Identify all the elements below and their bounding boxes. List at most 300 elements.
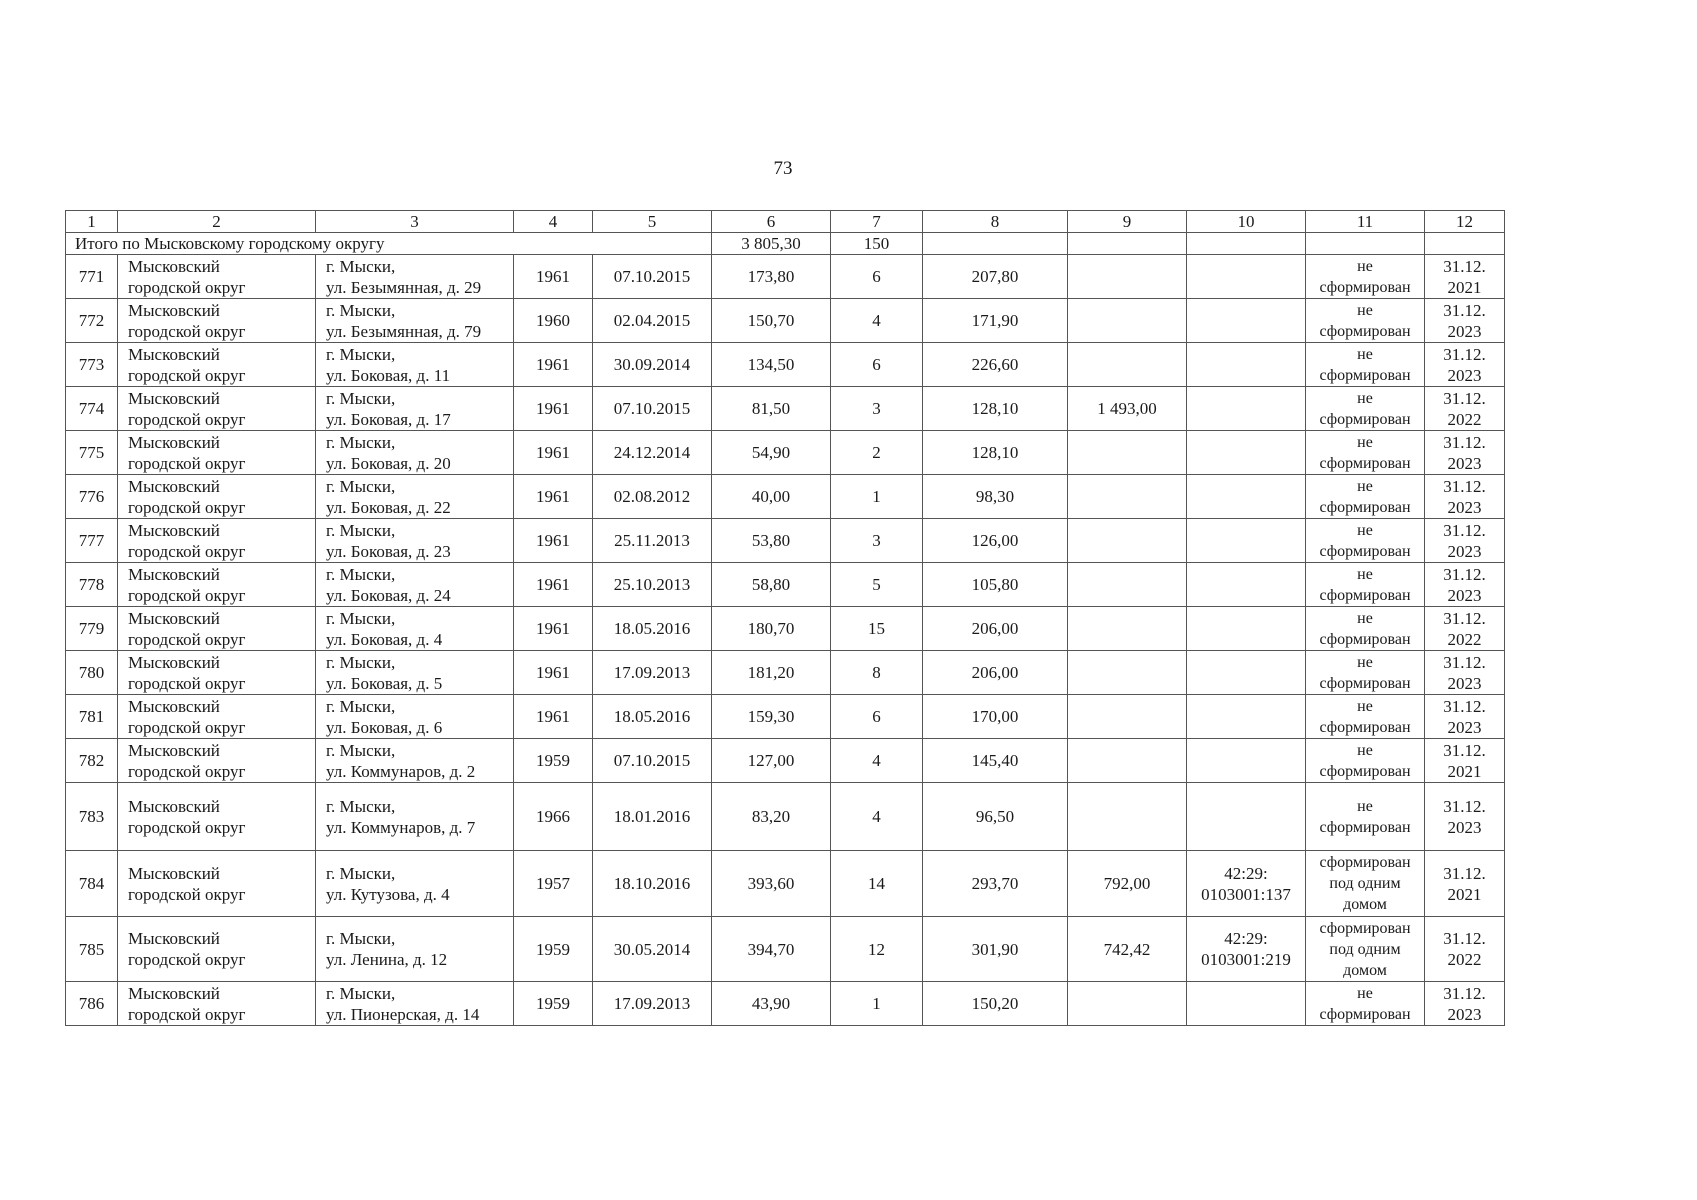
address-cell <box>316 783 514 851</box>
residents-cell: 15 <box>831 607 923 651</box>
column-8-cell: 301,90 <box>923 917 1068 982</box>
date-cell: 07.10.2015 <box>593 255 712 299</box>
residents-cell: 12 <box>831 917 923 982</box>
cell-line: г. Мыски, <box>326 696 396 716</box>
cell-line: ул. Боковая, д. 11 <box>326 365 451 385</box>
cell-line: городской округ <box>128 950 246 969</box>
address-cell <box>316 519 514 563</box>
cell-line: Мысковский <box>128 863 220 883</box>
total-label: Итого по Мысковскому городскому округу <box>66 233 712 255</box>
total-area: 3 805,30 <box>712 233 831 255</box>
cell-line: 42:29: <box>1224 863 1268 883</box>
cadastral-number-cell <box>1187 519 1306 563</box>
area-cell: 54,90 <box>712 431 831 475</box>
column-8-cell: 293,70 <box>923 851 1068 917</box>
column-8-cell: 206,00 <box>923 651 1068 695</box>
column-8-cell: 150,20 <box>923 982 1068 1026</box>
column-9-cell <box>1068 343 1187 387</box>
cell-line: сформирован <box>1319 410 1411 428</box>
deadline-cell <box>1425 851 1505 917</box>
cell-line: сформирован <box>1319 818 1411 836</box>
date-cell: 18.01.2016 <box>593 783 712 851</box>
date-cell: 18.10.2016 <box>593 851 712 917</box>
column-number: 11 <box>1306 211 1425 233</box>
residents-cell: 4 <box>831 299 923 343</box>
area-cell: 127,00 <box>712 739 831 783</box>
land-status-cell <box>1306 651 1425 695</box>
date-cell: 07.10.2015 <box>593 739 712 783</box>
cell-line: Мысковский <box>128 608 220 628</box>
residents-cell: 4 <box>831 783 923 851</box>
cell-line: сформирован <box>1319 322 1411 340</box>
year-cell: 1961 <box>514 255 593 299</box>
row-number-cell: 785 <box>66 917 118 982</box>
column-8-cell: 226,60 <box>923 343 1068 387</box>
deadline-cell <box>1425 387 1505 431</box>
municipality-cell <box>118 982 316 1026</box>
cell-line: 2023 <box>1447 717 1482 737</box>
cell-line: 2023 <box>1447 321 1482 341</box>
area-cell: 83,20 <box>712 783 831 851</box>
year-cell: 1961 <box>514 519 593 563</box>
year-cell: 1959 <box>514 982 593 1026</box>
cell-line: не <box>1357 697 1373 715</box>
cell-line: не <box>1357 653 1373 671</box>
table-row <box>66 255 1505 299</box>
page-number: 73 <box>773 158 793 179</box>
cell-line: 31.12. <box>1443 564 1486 584</box>
cell-line: 2023 <box>1447 585 1482 605</box>
cell-line: ул. Боковая, д. 22 <box>326 497 451 517</box>
municipality-cell <box>118 387 316 431</box>
cell-line: сформирован <box>1319 542 1411 560</box>
cell-line: Мысковский <box>128 929 220 948</box>
column-9-cell <box>1068 739 1187 783</box>
land-status-cell <box>1306 917 1425 982</box>
row-number-cell: 771 <box>66 255 118 299</box>
table-row <box>66 519 1505 563</box>
residents-cell: 8 <box>831 651 923 695</box>
cell-line: городской округ <box>128 453 246 473</box>
address-cell <box>316 343 514 387</box>
deadline-cell <box>1425 475 1505 519</box>
cell-line: сформирован <box>1319 586 1411 604</box>
cell-line: 2023 <box>1447 497 1482 517</box>
cell-line: г. Мыски, <box>326 564 396 584</box>
table-row <box>66 299 1505 343</box>
column-8-cell: 98,30 <box>923 475 1068 519</box>
address-cell <box>316 851 514 917</box>
cell-line: не <box>1357 797 1373 815</box>
area-cell: 150,70 <box>712 299 831 343</box>
cell-line: 31.12. <box>1443 740 1486 760</box>
cell-line: городской округ <box>128 1004 246 1024</box>
cell-line: под одним <box>1329 875 1401 892</box>
land-status-cell <box>1306 431 1425 475</box>
cell-line: 31.12. <box>1443 983 1486 1003</box>
cell-line: не <box>1357 984 1373 1002</box>
column-number: 10 <box>1187 211 1306 233</box>
municipality-cell <box>118 343 316 387</box>
deadline-cell <box>1425 519 1505 563</box>
cadastral-number-cell <box>1187 299 1306 343</box>
cadastral-number-cell <box>1187 917 1306 982</box>
column-8-cell: 96,50 <box>923 783 1068 851</box>
land-status-cell <box>1306 299 1425 343</box>
column-9-cell <box>1068 783 1187 851</box>
cell-line: сформирован <box>1319 854 1411 871</box>
cell-line: не <box>1357 521 1373 539</box>
cell-line: 31.12. <box>1443 796 1486 816</box>
cell-line: городской округ <box>128 761 246 781</box>
municipality-cell <box>118 651 316 695</box>
column-number: 5 <box>593 211 712 233</box>
cell-line: 31.12. <box>1443 929 1486 948</box>
cell-line: 2022 <box>1447 409 1482 429</box>
column-9-cell <box>1068 563 1187 607</box>
column-8-cell: 207,80 <box>923 255 1068 299</box>
row-number-cell: 780 <box>66 651 118 695</box>
land-status-cell <box>1306 851 1425 917</box>
address-cell <box>316 695 514 739</box>
address-cell <box>316 299 514 343</box>
total-empty-cell <box>1187 233 1306 255</box>
cell-line: сформирован <box>1319 630 1411 648</box>
land-status-cell <box>1306 607 1425 651</box>
cell-line: не <box>1357 345 1373 363</box>
area-cell: 173,80 <box>712 255 831 299</box>
cell-line: городской округ <box>128 277 246 297</box>
row-number-cell: 784 <box>66 851 118 917</box>
column-number-row <box>66 211 1505 233</box>
cell-line: городской округ <box>128 817 246 837</box>
cell-line: 31.12. <box>1443 432 1486 452</box>
row-number-cell: 777 <box>66 519 118 563</box>
row-number-cell: 786 <box>66 982 118 1026</box>
cell-line: сформирован <box>1319 454 1411 472</box>
area-cell: 180,70 <box>712 607 831 651</box>
column-number: 7 <box>831 211 923 233</box>
area-cell: 394,70 <box>712 917 831 982</box>
area-cell: 393,60 <box>712 851 831 917</box>
cell-line: не <box>1357 741 1373 759</box>
cell-line: г. Мыски, <box>326 344 396 364</box>
cell-line: городской округ <box>128 409 246 429</box>
land-status-cell <box>1306 475 1425 519</box>
cell-line: ул. Боковая, д. 23 <box>326 541 451 561</box>
column-9-cell <box>1068 519 1187 563</box>
year-cell: 1961 <box>514 651 593 695</box>
column-8-cell: 145,40 <box>923 739 1068 783</box>
cell-line: 31.12. <box>1443 608 1486 628</box>
address-cell <box>316 739 514 783</box>
cell-line: Мысковский <box>128 300 220 320</box>
year-cell: 1961 <box>514 563 593 607</box>
year-cell: 1961 <box>514 431 593 475</box>
table-row <box>66 982 1505 1026</box>
cell-line: г. Мыски, <box>326 388 396 408</box>
cell-line: домом <box>1343 961 1387 979</box>
cell-line: 2023 <box>1447 541 1482 561</box>
cell-line: не <box>1357 433 1373 451</box>
address-cell <box>316 431 514 475</box>
cell-line: 31.12. <box>1443 300 1486 320</box>
table-row <box>66 851 1505 917</box>
year-cell: 1961 <box>514 387 593 431</box>
column-number: 1 <box>66 211 118 233</box>
date-cell: 17.09.2013 <box>593 651 712 695</box>
land-status-cell <box>1306 387 1425 431</box>
cell-line: г. Мыски, <box>326 863 396 883</box>
address-cell <box>316 255 514 299</box>
address-cell <box>316 607 514 651</box>
deadline-cell <box>1425 607 1505 651</box>
municipality-cell <box>118 739 316 783</box>
residents-cell: 6 <box>831 695 923 739</box>
municipality-cell <box>118 475 316 519</box>
municipality-cell <box>118 695 316 739</box>
area-cell: 159,30 <box>712 695 831 739</box>
cell-line: Мысковский <box>128 520 220 540</box>
column-number: 6 <box>712 211 831 233</box>
cell-line: ул. Пионерская, д. 14 <box>326 1004 480 1024</box>
column-9-cell <box>1068 299 1187 343</box>
year-cell: 1957 <box>514 851 593 917</box>
cell-line: сформирован <box>1319 366 1411 384</box>
cadastral-number-cell <box>1187 563 1306 607</box>
date-cell: 24.12.2014 <box>593 431 712 475</box>
area-cell: 58,80 <box>712 563 831 607</box>
municipality-cell <box>118 255 316 299</box>
cadastral-number-cell <box>1187 982 1306 1026</box>
municipality-cell <box>118 519 316 563</box>
cadastral-number-cell <box>1187 387 1306 431</box>
year-cell: 1960 <box>514 299 593 343</box>
cadastral-number-cell <box>1187 851 1306 917</box>
cadastral-number-cell <box>1187 607 1306 651</box>
cell-line: ул. Коммунаров, д. 2 <box>326 761 476 781</box>
cell-line: 0103001:137 <box>1201 884 1291 904</box>
cell-line: 2021 <box>1447 761 1482 781</box>
row-number-cell: 783 <box>66 783 118 851</box>
cell-line: 31.12. <box>1443 696 1486 716</box>
cell-line: городской округ <box>128 497 246 517</box>
table-row <box>66 739 1505 783</box>
land-status-cell <box>1306 519 1425 563</box>
column-number: 3 <box>316 211 514 233</box>
cell-line: городской округ <box>128 673 246 693</box>
cell-line: Мысковский <box>128 983 220 1003</box>
cell-line: 31.12. <box>1443 256 1486 276</box>
cell-line: Мысковский <box>128 432 220 452</box>
column-8-cell: 126,00 <box>923 519 1068 563</box>
address-cell <box>316 651 514 695</box>
deadline-cell <box>1425 651 1505 695</box>
cell-line: Мысковский <box>128 256 220 276</box>
column-8-cell: 206,00 <box>923 607 1068 651</box>
cadastral-number-cell <box>1187 695 1306 739</box>
cell-line: г. Мыски, <box>326 796 396 816</box>
column-8-cell: 128,10 <box>923 387 1068 431</box>
column-9-cell <box>1068 607 1187 651</box>
cell-line: 2023 <box>1447 453 1482 473</box>
table-row <box>66 563 1505 607</box>
deadline-cell <box>1425 739 1505 783</box>
cell-line: ул. Боковая, д. 24 <box>326 585 451 605</box>
land-status-cell <box>1306 343 1425 387</box>
cell-line: ул. Ленина, д. 12 <box>326 950 448 969</box>
land-status-cell <box>1306 695 1425 739</box>
municipality-cell <box>118 851 316 917</box>
date-cell: 02.08.2012 <box>593 475 712 519</box>
column-8-cell: 171,90 <box>923 299 1068 343</box>
column-number: 9 <box>1068 211 1187 233</box>
cell-line: ул. Безымянная, д. 29 <box>326 277 482 297</box>
cell-line: ул. Боковая, д. 17 <box>326 409 451 429</box>
deadline-cell <box>1425 563 1505 607</box>
cell-line: г. Мыски, <box>326 476 396 496</box>
area-cell: 53,80 <box>712 519 831 563</box>
cell-line: Мысковский <box>128 796 220 816</box>
area-cell: 81,50 <box>712 387 831 431</box>
cell-line: городской округ <box>128 585 246 605</box>
column-number: 8 <box>923 211 1068 233</box>
date-cell: 25.10.2013 <box>593 563 712 607</box>
cell-line: не <box>1357 301 1373 319</box>
cell-line: не <box>1357 565 1373 583</box>
cadastral-number-cell <box>1187 475 1306 519</box>
date-cell: 02.04.2015 <box>593 299 712 343</box>
total-empty-cell <box>1068 233 1187 255</box>
cell-line: сформирован <box>1319 278 1411 296</box>
cell-line: г. Мыски, <box>326 929 396 948</box>
municipality-cell <box>118 563 316 607</box>
table-row <box>66 475 1505 519</box>
year-cell: 1961 <box>514 475 593 519</box>
date-cell: 18.05.2016 <box>593 607 712 651</box>
cell-line: ул. Коммунаров, д. 7 <box>326 817 476 837</box>
cell-line: городской округ <box>128 717 246 737</box>
column-9-cell: 792,00 <box>1068 851 1187 917</box>
date-cell: 30.09.2014 <box>593 343 712 387</box>
cell-line: 2023 <box>1447 1004 1482 1024</box>
address-cell <box>316 475 514 519</box>
cell-line: сформирован <box>1319 919 1411 937</box>
cell-line: 0103001:219 <box>1201 950 1291 969</box>
cell-line: г. Мыски, <box>326 256 396 276</box>
cell-line: ул. Боковая, д. 20 <box>326 453 451 473</box>
total-row <box>66 233 1505 255</box>
cell-line: Мысковский <box>128 740 220 760</box>
deadline-cell <box>1425 299 1505 343</box>
cell-line: городской округ <box>128 884 246 904</box>
cell-line: 2023 <box>1447 673 1482 693</box>
cadastral-number-cell <box>1187 343 1306 387</box>
municipality-cell <box>118 917 316 982</box>
municipality-cell <box>118 299 316 343</box>
cell-line: 2023 <box>1447 817 1482 837</box>
row-number-cell: 779 <box>66 607 118 651</box>
year-cell: 1959 <box>514 739 593 783</box>
cell-line: 2021 <box>1447 884 1482 904</box>
column-9-cell <box>1068 431 1187 475</box>
column-9-cell <box>1068 651 1187 695</box>
cell-line: 2022 <box>1447 629 1482 649</box>
date-cell: 17.09.2013 <box>593 982 712 1026</box>
land-status-cell <box>1306 783 1425 851</box>
cell-line: 31.12. <box>1443 863 1486 883</box>
table-row <box>66 695 1505 739</box>
residents-cell: 6 <box>831 255 923 299</box>
area-cell: 181,20 <box>712 651 831 695</box>
date-cell: 07.10.2015 <box>593 387 712 431</box>
date-cell: 18.05.2016 <box>593 695 712 739</box>
cell-line: Мысковский <box>128 696 220 716</box>
table-row <box>66 917 1505 982</box>
area-cell: 43,90 <box>712 982 831 1026</box>
cell-line: г. Мыски, <box>326 520 396 540</box>
cell-line: Мысковский <box>128 388 220 408</box>
total-empty-cell <box>1306 233 1425 255</box>
residents-cell: 1 <box>831 982 923 1026</box>
cell-line: Мысковский <box>128 344 220 364</box>
row-number-cell: 775 <box>66 431 118 475</box>
cadastral-number-cell <box>1187 431 1306 475</box>
table-row <box>66 431 1505 475</box>
residents-cell: 14 <box>831 851 923 917</box>
cell-line: 2021 <box>1447 277 1482 297</box>
row-number-cell: 782 <box>66 739 118 783</box>
column-8-cell: 105,80 <box>923 563 1068 607</box>
column-number: 4 <box>514 211 593 233</box>
cadastral-number-cell <box>1187 651 1306 695</box>
residents-cell: 4 <box>831 739 923 783</box>
cell-line: ул. Боковая, д. 4 <box>326 629 443 649</box>
deadline-cell <box>1425 343 1505 387</box>
year-cell: 1961 <box>514 607 593 651</box>
column-9-cell <box>1068 982 1187 1026</box>
column-9-cell: 742,42 <box>1068 917 1187 982</box>
cell-line: городской округ <box>128 365 246 385</box>
residents-cell: 1 <box>831 475 923 519</box>
cell-line: 31.12. <box>1443 388 1486 408</box>
land-status-cell <box>1306 563 1425 607</box>
land-status-cell <box>1306 739 1425 783</box>
row-number-cell: 778 <box>66 563 118 607</box>
deadline-cell <box>1425 695 1505 739</box>
cell-line: 31.12. <box>1443 520 1486 540</box>
municipality-cell <box>118 607 316 651</box>
cell-line: 2022 <box>1447 950 1482 969</box>
year-cell: 1961 <box>514 695 593 739</box>
address-cell <box>316 917 514 982</box>
residents-cell: 3 <box>831 387 923 431</box>
cadastral-number-cell <box>1187 255 1306 299</box>
table-row <box>66 343 1505 387</box>
cell-line: сформирован <box>1319 1005 1411 1023</box>
cell-line: домом <box>1343 896 1387 913</box>
residents-cell: 3 <box>831 519 923 563</box>
total-empty-cell <box>1425 233 1505 255</box>
municipality-cell <box>118 783 316 851</box>
year-cell: 1959 <box>514 917 593 982</box>
cell-line: сформирован <box>1319 762 1411 780</box>
cell-line: 31.12. <box>1443 344 1486 364</box>
address-cell <box>316 982 514 1026</box>
cell-line: под одним <box>1329 940 1401 958</box>
column-8-cell: 128,10 <box>923 431 1068 475</box>
area-cell: 40,00 <box>712 475 831 519</box>
